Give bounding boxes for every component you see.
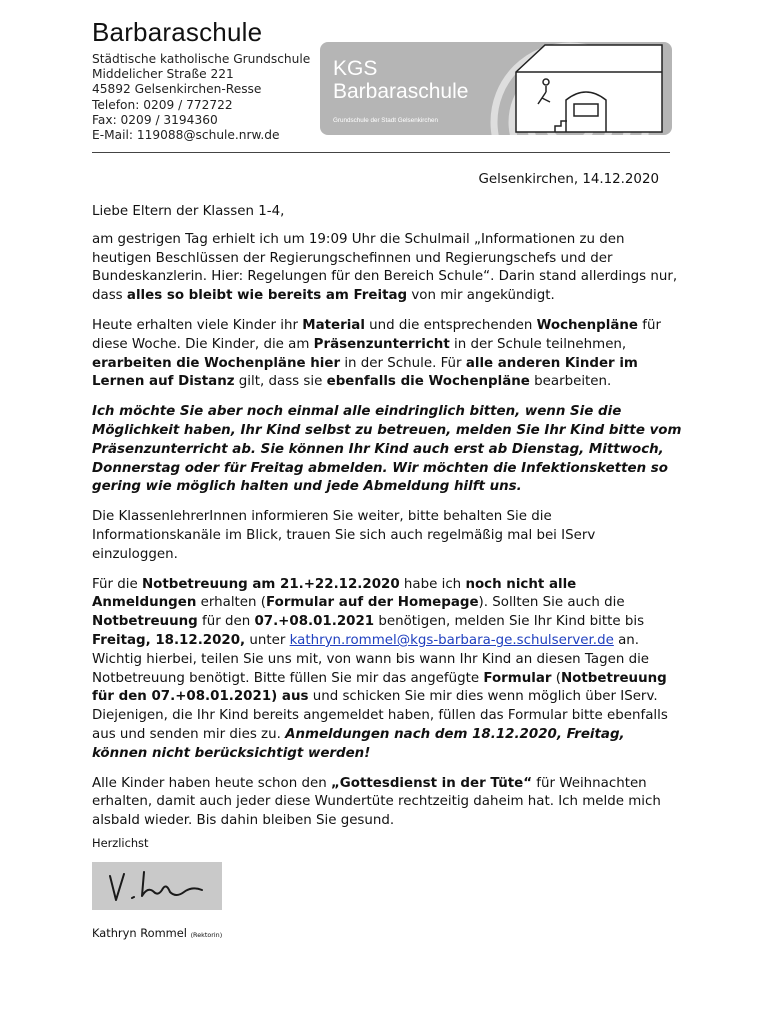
school-logo xyxy=(320,42,672,135)
paragraph-4: Die KlassenlehrerInnen informieren Sie weiter, bitte behalten Sie die Informationskanäle im Blick, trauen Sie sich auch regelmäßig mal bei IServ einzuloggen. xyxy=(92,509,596,562)
signature-icon xyxy=(92,862,222,910)
school-address xyxy=(92,52,310,143)
paragraph-1: am gestrigen Tag erhielt ich um 19:09 Uhr die Schulmail „Informationen zu den heutigen Beschlüssen der Regierungschefinnen und Regierungschefs und der Bundeskanzlerin. Hier: Regelungen für den Bereich Schule“. Darin stand allerdings nur, dass alles so bleibt wie bereits am Freitag von mir angekündigt. xyxy=(92,231,678,304)
paragraph-6: Alle Kinder haben heute schon den „Gottesdienst in der Tüte“ für Weihnachten erhalten, damit auch jeder diese Wundertüte rechtzeitig daheim hat. Ich melde mich alsbald wieder. Bis dahin bleiben Sie gesund. xyxy=(92,775,661,829)
logo-title: KGS Barbaraschule xyxy=(333,57,469,103)
letter-body xyxy=(92,203,682,842)
closing-phrase: Herzlichst xyxy=(92,836,149,850)
header-divider xyxy=(92,152,670,153)
signer-name: Kathryn Rommel xyxy=(92,926,187,940)
fax-line: Fax: 0209 / 3194360 xyxy=(92,112,218,127)
phone-line: Telefon: 0209 / 772722 xyxy=(92,97,233,112)
email-link[interactable]: kathryn.rommel@kgs-barbara-ge.schulserver.de xyxy=(289,632,614,648)
signer-role: (Rektorin) xyxy=(190,931,223,939)
address-line: 45892 Gelsenkirchen-Resse xyxy=(92,82,262,97)
signer-name-line xyxy=(92,926,222,940)
paragraph-2: Heute erhalten viele Kinder ihr Material und die entsprechenden Wochenpläne für diese Woche. Die Kinder, die am Präsenzunterricht in der Schule teilnehmen, erarbeiten die Wochenpläne hier in der Schule. Für alle anderen Kinder im Lernen auf Distanz gilt, dass sie ebenfalls die Wochenpläne bearbeiten. xyxy=(92,317,661,390)
greeting: Liebe Eltern der Klassen 1-4, xyxy=(92,204,285,219)
address-line: Middelicher Straße 221 xyxy=(92,67,234,82)
school-name: Barbaraschule xyxy=(92,17,263,47)
house-icon xyxy=(516,45,662,132)
email-line: E-Mail: 119088@schule.nrw.de xyxy=(92,128,280,143)
paragraph-5: Für die Notbetreuung am 21.+22.12.2020 habe ich noch nicht alle Anmeldungen erhalten (Formular auf der Homepage). Sollten Sie auch die Notbetreuung für den 07.+08.01.2021 benötigen, melden Sie Ihr Kind bitte bis Freitag, 18.12.2020, unter kathryn.rommel@kgs-barbara-ge.schulserver.de an. Wichtig hierbei, teilen Sie uns mit, von wann bis wann Ihr Kind an diesen Tagen die Notbetreuung benötigt. Bitte füllen Sie mir das angefügte Formular (Notbetreuung für den 07.+08.01.2021) aus und schicken Sie mir dies wenn möglich über IServ. Diejenigen, die Ihr Kind bereits angemeldet haben, füllen das Formular bitte ebenfalls aus und senden mir dies zu. Anmeldungen nach dem 18.12.2020, Freitag, können nicht berücksichtigt werden! xyxy=(92,576,668,761)
address-line: Städtische katholische Grundschule xyxy=(92,52,311,66)
letter-date: Gelsenkirchen, 14.12.2020 xyxy=(478,172,659,187)
logo-subtitle: Grundschule der Stadt Gelsenkirchen xyxy=(333,117,439,124)
signature-image xyxy=(92,862,222,910)
paragraph-3-emphasis: Ich möchte Sie aber noch einmal alle eindringlich bitten, wenn Sie die Möglichkeit haben, Ihr Kind selbst zu betreuen, melden Sie Ihr Kind bitte vom Präsenzunterricht ab. Sie können Ihr Kind auch erst ab Dienstag, Mittwoch, Donnerstag oder für Freitag abmelden. Wir möchten die Infektionsketten so gering wie möglich halten und jede Abmeldung hilft uns. xyxy=(92,404,682,495)
